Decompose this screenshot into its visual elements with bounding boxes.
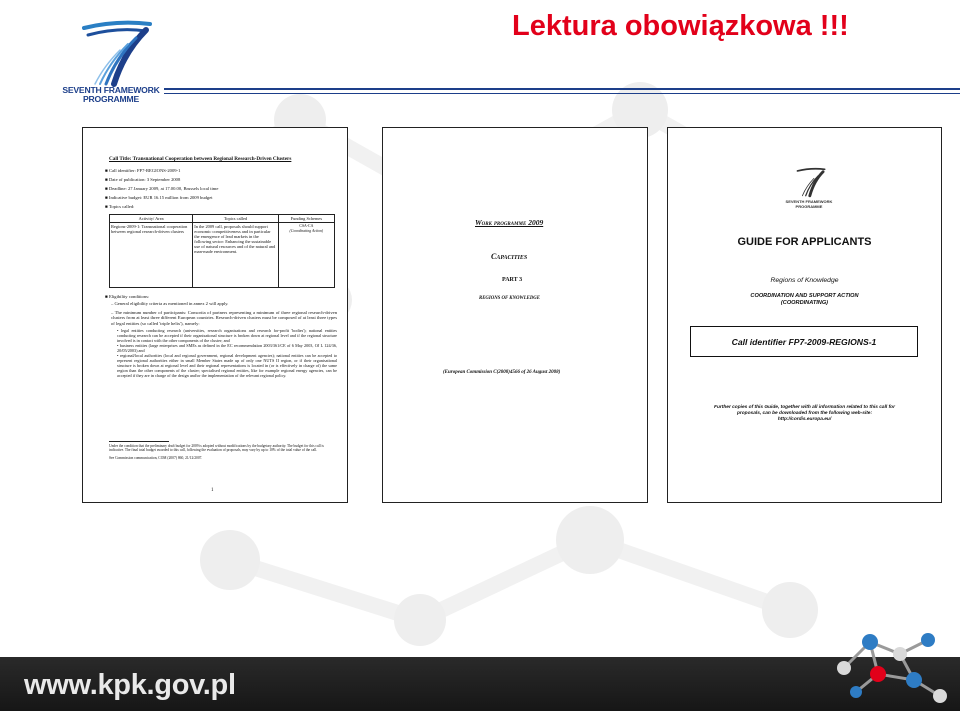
guide-subtitle: Regions of Knowledge <box>770 277 839 284</box>
fp7-logo-label <box>62 86 160 104</box>
part-label: PART 3 <box>502 277 523 283</box>
table-header: Funding Schemes <box>278 215 334 223</box>
further-line: proposals, can be downloaded from the following web-site: <box>736 410 873 416</box>
work-programme-heading: Work programme 2009 <box>475 218 544 227</box>
doc1-elig-text: The minimum number of participants: Consortia of partners representing a minimum of three regional research-driven clusters from at least three different European countries. Research-driven clusters must be composed of at least three types of legal entities (so called 'triple helix'), namely: <box>111 309 337 326</box>
doc1-sub-text: regional/local authorities (local and regional government, regional development agencies); national entities can be accepted to represent regional authorities either in small Member States made up of only one NUTS II region, or if their organisational structure is broken down at regional level and their regional representations is located in (or is effectively in charge of) the same region than the other components of the cluster; specialised regional entities, like for example regional energy agencies, can be accepted if they are in charge of the design and/or the implementation of the relevant regional policy. <box>117 353 337 379</box>
document-call-fiche <box>82 127 348 503</box>
logo-line2: PROGRAMME <box>83 94 139 104</box>
further-line: Further copies of this Guide, together with all information related to this call for <box>714 405 895 410</box>
doc1-sub-text: business entities (large enterprises and SMEs as defined in the EC recommendation 2003/361/CE of 6 May 2003, OJ L 124/36, 20/05/2003) and <box>117 343 337 354</box>
table-cell: Regions-2009-1: Transnational cooperation between regional research-driven clusters <box>110 223 193 288</box>
action-type <box>668 293 941 307</box>
doc1-sub-item: • regional/local authorities (local and regional government, regional development agencies); national entities can be accepted to represent regional authorities either in small Member States made up of only one NUTS II region, or if their organisational structure is broken down at regional level and their regional representations is located in (or is effectively in charge of) the same region than the other components of the cluster; specialised regional entities, like for example regional energy agencies, can be accepted if they are in charge of the design and/or the implementation of the relevant regional policy. <box>117 353 337 379</box>
further-link: http://cordis.europa.eu/ <box>777 416 832 422</box>
action-line1: COORDINATION AND SUPPORT ACTION <box>750 293 859 299</box>
doc1-bullet: ■ Deadline: 27 January 2009, at 17.00.00, Brussels local time <box>105 186 219 191</box>
table-header: Topics called <box>193 215 279 223</box>
commission-decision: (European Commission C(2008)4566 of 26 August 2008) <box>443 370 561 375</box>
header-rule-thick <box>164 88 960 90</box>
funding-scheme-note: (Coordinating Action) <box>289 229 324 233</box>
doc1-bullet: ■ Topics called: <box>105 204 135 209</box>
doc1-bullet: ■ Indicative budget: EUR 16.15 million from 2009 budget <box>105 195 213 200</box>
further-copies-note <box>668 405 941 422</box>
doc1-bullet-text: Deadline: 27 January 2009, at 17.00.00, Brussels local time <box>108 186 219 191</box>
doc1-bullet-text: Topics called: <box>108 204 135 209</box>
doc1-bullet: ■ Date of publication: 3 September 2008 <box>105 177 181 182</box>
doc1-eligibility-text: Eligibility conditions: <box>108 294 150 299</box>
doc1-bullet-text: Date of publication: 3 September 2008 <box>108 177 181 182</box>
slide-title: Lektura obowiązkowa !!! <box>512 10 849 42</box>
doc1-bullet-text: Indicative budget: EUR 16.15 million from 2009 budget <box>108 195 213 200</box>
header-rule-thin <box>164 93 960 94</box>
guide-heading: GUIDE FOR APPLICANTS <box>737 236 872 248</box>
call-identifier-box: Call identifier FP7-2009-REGIONS-1 <box>690 326 918 357</box>
small-logo-line2: PROGRAMME <box>795 203 823 209</box>
doc1-title: Call Title: Transnational Cooperation between Regional Research-Driven Clusters <box>109 156 292 162</box>
doc1-footnotes <box>109 444 335 461</box>
small-logo-label <box>764 200 854 209</box>
doc1-sub-item: • legal entities conducting research (universities, research organisations and research for-profit 'bodies'); national entities conducting research can be accepted if their organisational structure is broken down at regional level and if the regional structure involved is in contact with the other components of the cluster; and <box>117 328 337 344</box>
doc1-sub-item: • business entities (large enterprises and SMEs as defined in the EC recommendation 2003/361/CE of 6 May 2003, OJ L 124/36, 20/05/2003) and <box>117 343 337 354</box>
document-guide-for-applicants <box>667 127 942 503</box>
table-header: Activity/ Area <box>110 215 193 223</box>
doc1-bullet: ■ Call identifier: FP7-REGIONS-2009-1 <box>105 168 181 173</box>
molecule-logo-icon <box>830 628 952 708</box>
doc1-elig-item: – General eligibility criteria as mentioned in annex 2 will apply. <box>111 301 229 307</box>
regions-label: REGIONS OF KNOWLEDGE <box>479 296 540 301</box>
document-work-programme <box>382 127 648 503</box>
capacities-heading: Capacities <box>491 252 528 261</box>
doc1-eligibility: ■ Eligibility conditions: <box>105 294 150 299</box>
footnote: See Commission communication, COM (2007) 860, 21/12/2007. <box>109 456 203 461</box>
table-cell: In the 2009 call, proposals should support economic competitiveness and in particular the emergence of lead markets in the following sector: Enhancing the sustainable use of natural resources and of the natural and man-made environment. <box>193 223 279 288</box>
funding-scheme: CSA-CA <box>299 224 314 228</box>
action-line2: (COORDINATING) <box>780 300 829 306</box>
page-number: 1 <box>211 488 214 493</box>
logo-line1: SEVENTH FRAMEWORK <box>62 85 160 95</box>
doc1-elig-text: General eligibility criteria as mentioned in annex 2 will apply. <box>114 301 229 307</box>
footnote: Under the condition that the preliminary draft budget for 2009 is adopted without modifications by the budgetary authority. The budget for this call is indicative. The final total budget awarded to this call, following the evaluation of proposals, may vary by up to 10% of the total value of the call. <box>109 444 324 453</box>
table-header-row <box>110 215 335 223</box>
table-cell <box>278 223 334 288</box>
small-logo-line1: SEVENTH FRAMEWORK <box>785 199 833 204</box>
topics-table <box>109 214 335 288</box>
doc1-sub-text: legal entities conducting research (universities, research organisations and research for-profit 'bodies'); national entities conducting research can be accepted if their organisational structure is broken down at regional level and if the regional structure involved is in contact with the other components of the cluster; and <box>117 328 337 344</box>
footer-url: www.kpk.gov.pl <box>24 669 236 701</box>
doc1-elig-item: – The minimum number of participants: Consortia of partners representing a minimum of three regional research-driven clusters from at least three different European countries. Research-driven clusters must be composed of at least three types of legal entities (so called 'triple helix'), namely: <box>111 309 337 326</box>
footnote-separator <box>109 441 169 442</box>
doc1-bullet-text: Call identifier: FP7-REGIONS-2009-1 <box>108 168 181 173</box>
table-row <box>110 223 335 288</box>
